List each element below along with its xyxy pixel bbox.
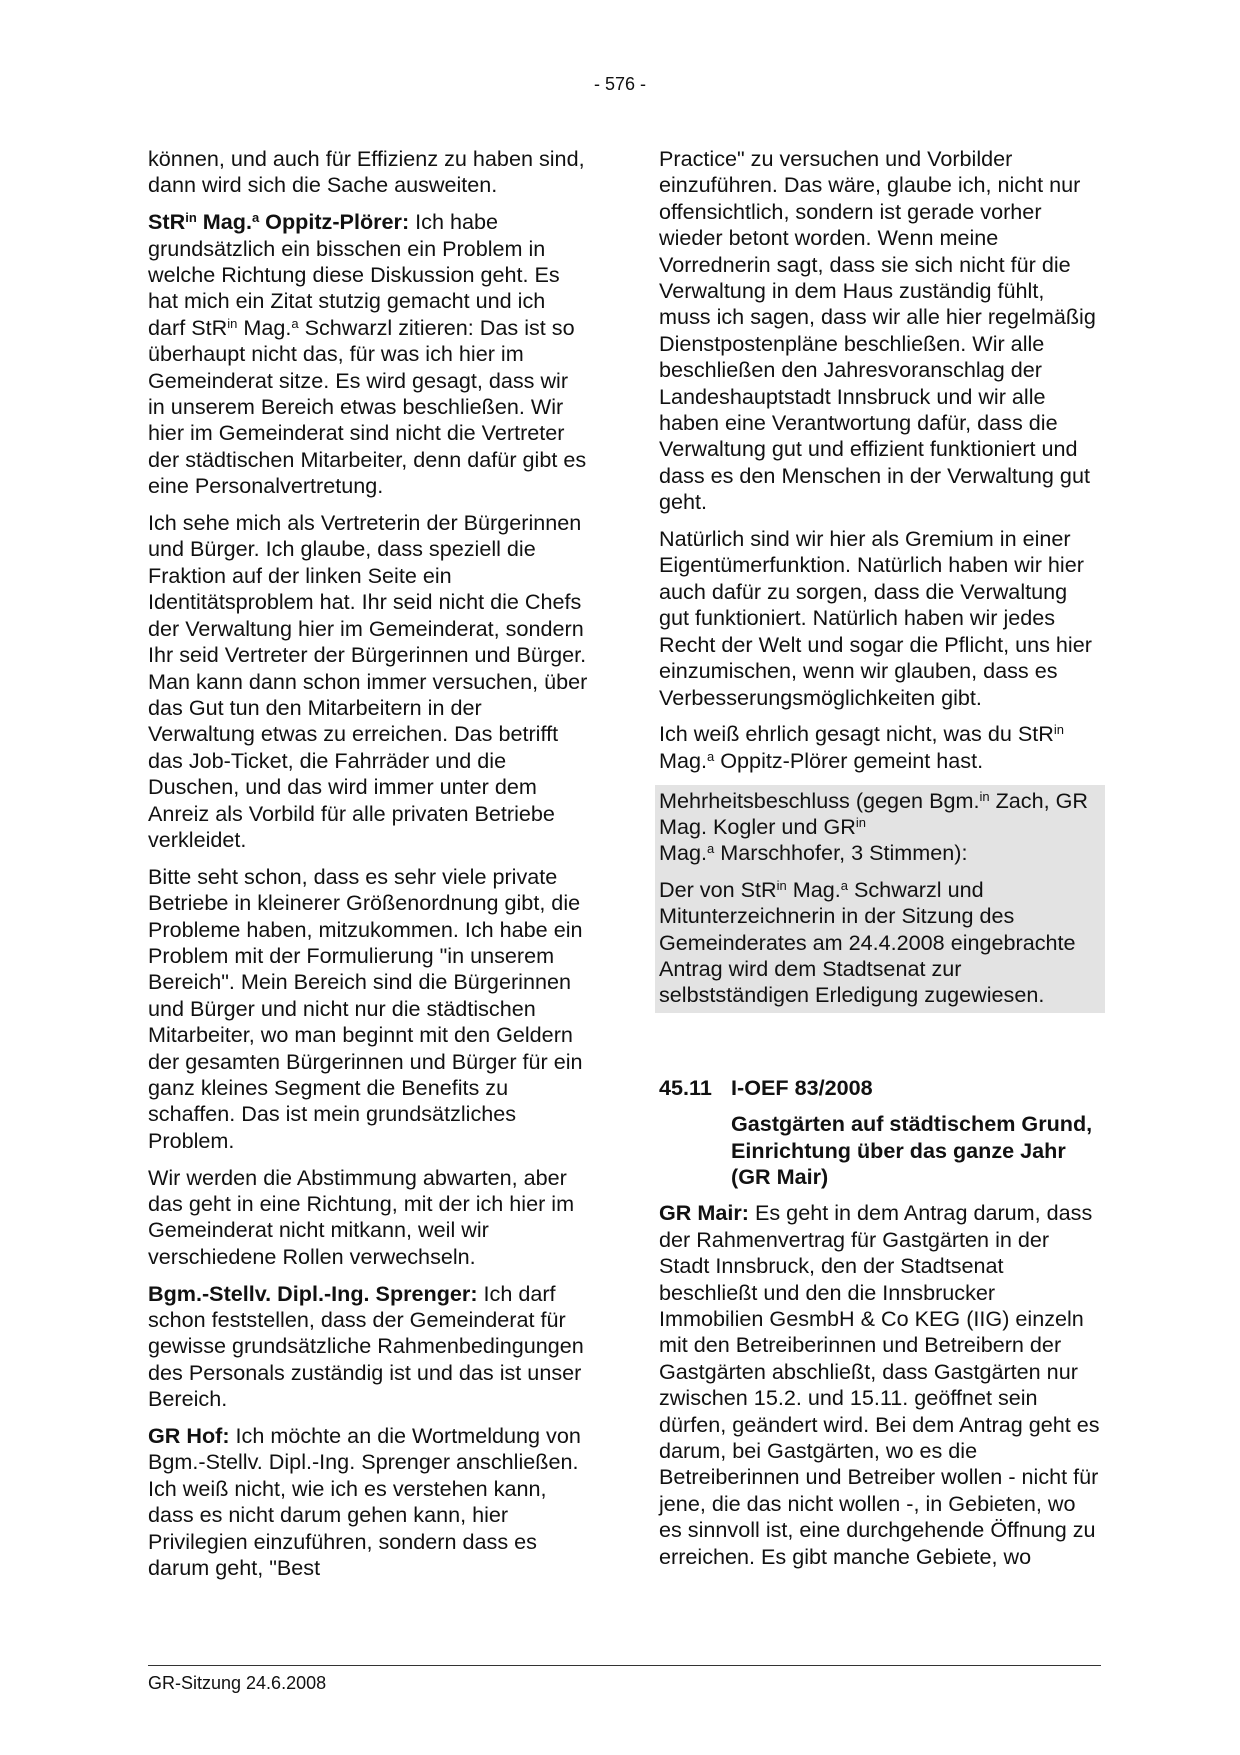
- paragraph-mair: GR Mair: Es geht in dem Antrag darum, dass der Rahmenvertrag für Gastgärten in der Stadt Innsbruck, den der Stadtsenat beschließt und den die Innsbrucker Immobilien GesmbH & Co KEG (IIG) einzeln mit den Betreiberinnen und Betreibern der Gastgärten abschließt, dass Gastgärten nur zwischen 15.2. und 15.11. geöffnet sein dürfen, geändert wird. Bei dem Antrag geht es darum, bei Gastgärten, wo es die Betreiberinnen und Betreiber wollen - nicht für jene, die das nicht wollen -, in Gebieten, wo es sinnvoll ist, eine durchgehende Öffnung zu erreichen. Es gibt manche Gebiete, wo: [659, 1200, 1100, 1569]
- paragraph: Ich sehe mich als Vertreterin der Bürgerinnen und Bürger. Ich glaube, dass speziell die Fraktion auf der linken Seite ein Identitätsproblem hat. Ihr seid nicht die Chefs der Verwaltung hier im Gemeinderat, sondern Ihr seid Vertreter der Bürgerinnen und Bürger. Man kann dann schon immer versuchen, über das Gut tun den Mitarbeitern in der Verwaltung etwas zu erreichen. Das betrifft das Job-Ticket, die Fahrräder und die Duschen, und das wird immer unter dem Anreiz als Vorbild für alle privaten Betriebe verkleidet.: [148, 510, 588, 852]
- speaker-name: GR Hof:: [148, 1423, 230, 1449]
- paragraph: Wir werden die Abstimmung abwarten, aber das geht in eine Richtung, mit der ich hier im Gemeinderat nicht mitkann, weil wir verschiedene Rollen verwechseln.: [148, 1164, 575, 1269]
- speaker-name: StR$^{in}$ Mag.$^a$ Oppitz-Plörer:: [148, 209, 410, 235]
- right-column: [659, 146, 1101, 1580]
- paragraph: Natürlich sind wir hier als Gremium in einer Eigentümerfunktion. Natürlich haben wir hier auch dafür zu sorgen, dass die Verwaltung gut funktioniert. Natürlich haben wir jedes Recht der Welt und sogar die Pflicht, uns hier einzumischen, wenn wir glauben, dass es Verbesserungsmöglichkeiten gibt.: [659, 526, 1092, 710]
- agenda-item-heading: [659, 1075, 1101, 1101]
- resolution-text: Der von StR$^{in}$ Mag.$^a$ Schwarzl und Mitunterzeichnerin in der Sitzung des Gemeinderates am 24.4.2008 eingebrachte Antrag wird dem Stadtsenat zur selbstständigen Erledigung zugewiesen.: [659, 876, 1076, 1008]
- footer-divider: [148, 1665, 1101, 1666]
- paragraph-oppitz-ploerer: StR$^{in}$ Mag.$^a$ Oppitz-Plörer: Ich habe grundsätzlich ein bisschen ein Problem in welche Richtung diese Diskussion geht. Es hat mich ein Zitat stutzig gemacht und ich darf StR$^{in}$ Mag.$^a$ Schwarzl zitieren: Das ist so überhaupt nicht das, für was ich hier im Gemeinderat sitze. Es wird gesagt, dass wir in unserem Bereich etwas beschließen. Wir hier im Gemeinderat sind nicht die Vertreter der städtischen Mitarbeiter, denn dafür gibt es eine Personalvertretung.: [148, 209, 587, 499]
- paragraph: können, und auch für Effizienz zu haben sind, dann wird sich die Sache ausweiten.: [148, 146, 585, 198]
- paragraph-sprenger: Bgm.-Stellv. Dipl.-Ing. Sprenger: Ich darf schon feststellen, dass der Gemeinderat für gewisse grundsätzliche Rahmenbedingungen des Personals zuständig ist und das ist unser Bereich.: [148, 1280, 584, 1412]
- footer-session: GR-Sitzung 24.6.2008: [148, 1673, 327, 1693]
- paragraph-hof: GR Hof: Ich möchte an die Wortmeldung von Bgm.-Stellv. Dipl.-Ing. Sprenger anschließen. Ich weiß nicht, wie ich es verstehen kann, dass es nicht darum gehen kann, hier Privilegien einzuführen, sondern dass es darum geht, "Best: [148, 1423, 581, 1581]
- speaker-name: GR Mair:: [659, 1200, 749, 1226]
- page-number: - 576 -: [593, 74, 647, 94]
- left-column: [148, 146, 588, 1592]
- agenda-item-title: Gastgärten auf städtischem Grund, Einrichtung über das ganze Jahr (GR Mair): [731, 1111, 1093, 1189]
- resolution-box: [655, 785, 1105, 1013]
- paragraph: Bitte seht schon, dass es sehr viele private Betriebe in kleinerer Größenordnung gibt, die Probleme haben, mitzukommen. Ich habe ein Problem mit der Formulierung "in unserem Bereich". Mein Bereich sind die Bürgerinnen und Bürger und nicht nur die städtischen Mitarbeiter, wo man beginnt mit den Geldern der gesamten Bürgerinnen und Bürger für ein ganz kleines Segment die Benefits zu schaffen. Das ist mein grundsätzliches Problem.: [148, 863, 583, 1153]
- paragraph: Ich weiß ehrlich gesagt nicht, was du StR$^{in}$ Mag.$^a$ Oppitz-Plörer gemeint hast.: [659, 721, 1064, 773]
- speaker-name: Bgm.-Stellv. Dipl.-Ing. Sprenger:: [148, 1280, 478, 1306]
- vote-result: Mehrheitsbeschluss (gegen Bgm.$^{in}$ Zach, GR Mag. Kogler und $GR^{in}$ Mag.$^a$ Marschhofer, 3 Stimmen):: [659, 787, 1089, 866]
- agenda-item-code: I-OEF 83/2008: [731, 1074, 873, 1100]
- paragraph: Practice" zu versuchen und Vorbilder einzuführen. Das wäre, glaube ich, nicht nur offensichtlich, sondern ist gerade vorher wieder betont worden. Wenn meine Vorrednerin sagt, dass sie sich nicht für die Verwaltung in dem Haus zuständig fühlt, muss ich sagen, dass wir alle hier regelmäßig Dienstpostenpläne beschließen. Wir alle beschließen den Jahresvoranschlag der Landeshauptstadt Innsbruck und wir alle haben eine Verantwortung dafür, dass die Verwaltung gut und effizient funktioniert und dass es den Menschen in der Verwaltung gut geht.: [659, 146, 1096, 515]
- agenda-item-number: 45.11: [659, 1074, 712, 1100]
